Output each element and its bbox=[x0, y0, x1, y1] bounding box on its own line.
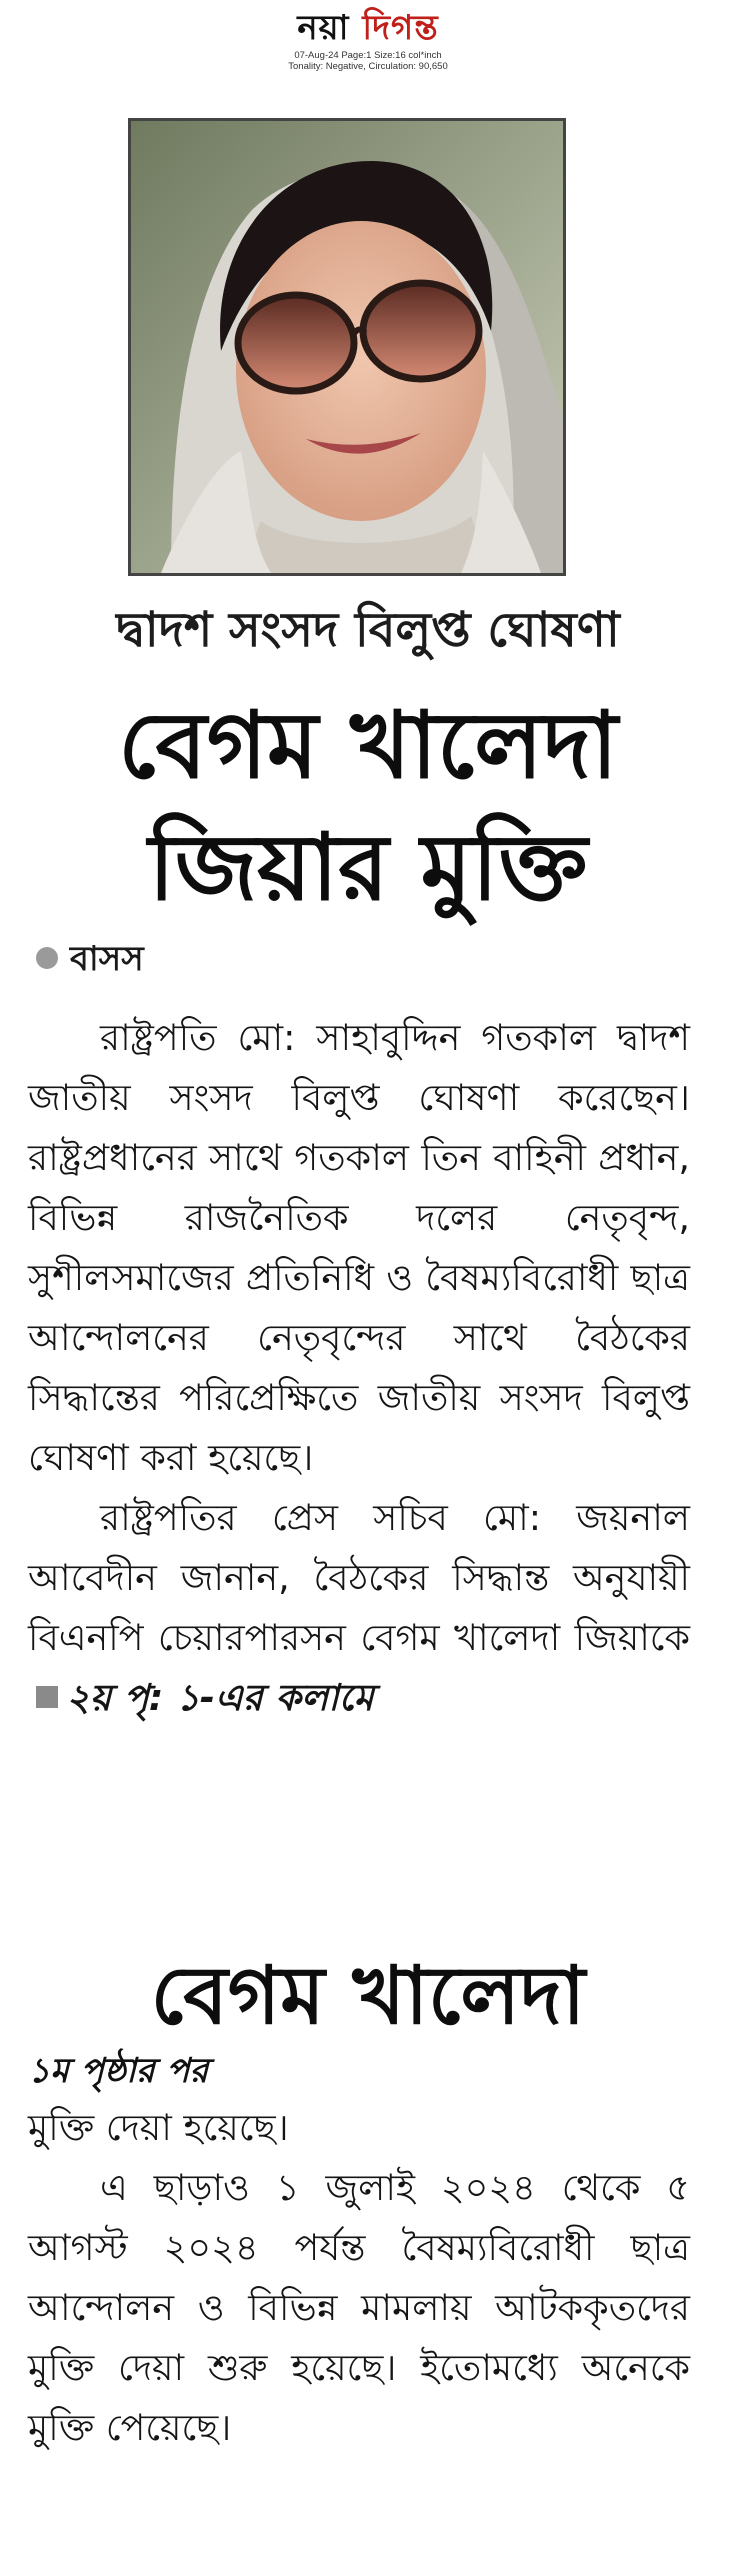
masthead bbox=[0, 6, 736, 72]
logo-part-2: দিগন্ত bbox=[349, 8, 439, 48]
article-paragraph-2-text: রাষ্ট্রপতির প্রেস সচিব মো: জয়নাল আবেদীন জানান, বৈঠকের সিদ্ধান্ত অনুযায়ী বিএনপি চেয়ারপারসন বেগম খালেদা জিয়াকে bbox=[28, 1496, 690, 1659]
square-icon bbox=[36, 1686, 58, 1708]
continuation-label: ১ম পৃষ্ঠার পর bbox=[28, 2051, 209, 2091]
article-paragraph-1: রাষ্ট্রপতি মো: সাহাবুদ্দিন গতকাল দ্বাদশ জাতীয় সংসদ বিলুপ্ত ঘোষণা করেছেন। রাষ্ট্রপ্রধানের সাথে গতকাল তিন বাহিনী প্রধান, বিভিন্ন রাজনৈতিক দলের নেতৃবৃন্দ, সুশীলসমাজের প্রতিনিধি ও বৈষম্যবিরোধী ছাত্র আন্দোলনের নেতৃবৃন্দের সাথে বৈঠকের সিদ্ধান্তের পরিপ্রেক্ষিতে জাতীয় সংসদ বিলুপ্ত ঘোষণা করা হয়েছে। bbox=[28, 1016, 690, 1479]
article-paragraph-2 bbox=[28, 1488, 690, 1728]
article-body bbox=[28, 1008, 690, 1728]
clipping-meta-line-2: Tonality: Negative, Circulation: 90,650 bbox=[288, 61, 448, 72]
headline-line-1: বেগম খালেদা bbox=[118, 692, 618, 799]
byline bbox=[36, 935, 144, 983]
logo-part-1: নয়া bbox=[297, 8, 350, 48]
portrait-image bbox=[131, 121, 563, 573]
continuation-paragraph-1: মুক্তি দেয়া হয়েছে। bbox=[28, 2106, 289, 2149]
byline-source: বাসস bbox=[70, 939, 144, 979]
newspaper-logo bbox=[297, 6, 438, 50]
clipping-meta-line-1: 07-Aug-24 Page:1 Size:16 col*inch bbox=[294, 50, 442, 61]
continuation-body bbox=[28, 2098, 690, 2458]
portrait-photo bbox=[128, 118, 566, 576]
jump-reference: ২য় পৃ: ১-এর কলামে bbox=[66, 1676, 374, 1719]
headline-kicker: দ্বাদশ সংসদ বিলুপ্ত ঘোষণা bbox=[116, 602, 620, 658]
continuation-headline: বেগম খালেদা bbox=[150, 1949, 586, 2042]
headline-line-2: জিয়ার মুক্তি bbox=[148, 814, 588, 921]
bullet-icon bbox=[36, 947, 58, 969]
continuation-paragraph-2: এ ছাড়াও ১ জুলাই ২০২৪ থেকে ৫ আগস্ট ২০২৪ পর্যন্ত বৈষম্যবিরোধী ছাত্র আন্দোলন ও বিভিন্ন মামলায় আটককৃতদের মুক্তি দেয়া শুরু হয়েছে। ইতোমধ্যে অনেকে মুক্তি পেয়েছে। bbox=[28, 2166, 690, 2449]
